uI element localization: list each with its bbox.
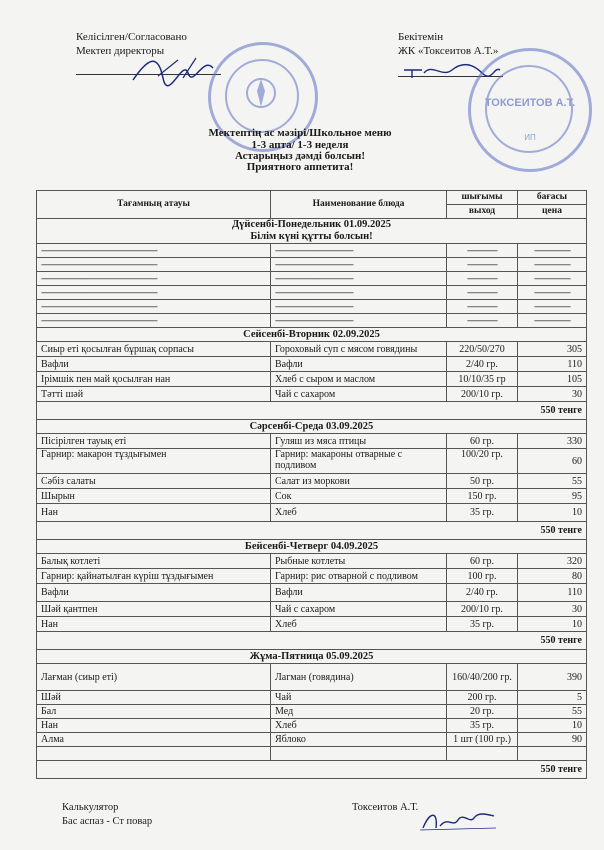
table-row: [37, 357, 587, 372]
day-title: Бейсенбі-Четверг 04.09.2025: [37, 540, 587, 554]
table-row: [37, 617, 587, 632]
table-row: [37, 474, 587, 489]
dish-out: 35 гр.: [447, 617, 518, 632]
dash-cell: ----------------------------------------------------------: [37, 244, 271, 258]
dish-out: 100 гр.: [447, 569, 518, 584]
dash-cell: ------------------: [518, 286, 587, 300]
table-row: [37, 664, 587, 691]
company-stamp: [468, 48, 592, 172]
col-header-out-ru: выход: [447, 205, 518, 219]
greeting-ru: Приятного аппетита!: [246, 161, 354, 173]
table-row: [37, 387, 587, 402]
dish-price: 320: [518, 554, 587, 569]
dish-price: 390: [518, 664, 587, 691]
week-label: 1-3 апта/ 1-3 неделя: [251, 139, 349, 151]
dish-out: 10/10/35 гр: [447, 372, 518, 387]
dish-out: 50 гр.: [447, 474, 518, 489]
col-header-out-kz: шығымы: [447, 191, 518, 205]
dish-ru: Сок: [271, 489, 447, 504]
dish-kz: Тәтті шәй: [37, 387, 271, 402]
dish-out: 20 гр.: [447, 705, 518, 719]
table-row: [37, 286, 587, 300]
footer-signature: [418, 806, 498, 836]
dish-kz: Алма: [37, 733, 271, 747]
dash-cell: ---------------------------------------: [271, 286, 447, 300]
dish-ru: Чай с сахаром: [271, 602, 447, 617]
dash-cell: ------------------: [518, 300, 587, 314]
dish-kz: Гарнир: қайнатылған күріш тұздығымен: [37, 569, 271, 584]
dash-cell: ----------------------------------------------------------: [37, 286, 271, 300]
dish-price: 330: [518, 434, 587, 449]
dash-cell: ---------------------------------------: [271, 314, 447, 328]
dish-ru: Хлеб: [271, 504, 447, 522]
dish-kz: Сиыр еті қосылған бұршақ сорпасы: [37, 342, 271, 357]
dish-price: 110: [518, 357, 587, 372]
dash-cell: ---------------: [447, 244, 518, 258]
table-header-row: [37, 191, 587, 205]
dish-ru: Яблоко: [271, 733, 447, 747]
total-row: [37, 522, 587, 540]
dish-out: 160/40/200 гр.: [447, 664, 518, 691]
table-row: [37, 489, 587, 504]
dish-ru: Хлеб: [271, 617, 447, 632]
dish-kz: Лағман (сиыр еті): [37, 664, 271, 691]
day-title: Сейсенбі-Вторник 02.09.2025: [37, 328, 587, 342]
table-row: [37, 342, 587, 357]
greeting-kz: Астарыңыз дәмді болсын!: [234, 150, 366, 162]
dish-kz: Нан: [37, 617, 271, 632]
dish-kz: Шырын: [37, 489, 271, 504]
dish-out: 200/10 гр.: [447, 602, 518, 617]
table-row: [37, 504, 587, 522]
dish-kz: Вафли: [37, 584, 271, 602]
col-header-price-ru: цена: [518, 205, 587, 219]
table-row: [37, 434, 587, 449]
dish-kz: Бал: [37, 705, 271, 719]
day-header-row: [37, 650, 587, 664]
dash-cell: ------------------: [518, 258, 587, 272]
table-row-empty: [37, 747, 587, 761]
dish-ru: Вафли: [271, 357, 447, 372]
dish-ru: Мед: [271, 705, 447, 719]
day-total: 550 тенге: [37, 632, 587, 650]
dish-kz: Гарнир: макарон тұздығымен: [37, 449, 271, 474]
dish-kz: Балық котлеті: [37, 554, 271, 569]
table-row: [37, 449, 587, 474]
dish-out: 100/20 гр.: [447, 449, 518, 474]
dash-cell: ------------------: [518, 272, 587, 286]
day-title: [37, 219, 587, 244]
dish-price: 90: [518, 733, 587, 747]
total-row: [37, 402, 587, 420]
dish-kz: Нан: [37, 719, 271, 733]
dash-cell: ---------------: [447, 286, 518, 300]
dish-kz: Сәбіз салаты: [37, 474, 271, 489]
dish-out: 200 гр.: [447, 691, 518, 705]
dish-price: 305: [518, 342, 587, 357]
day-title: Сәрсенбі-Среда 03.09.2025: [37, 420, 587, 434]
day-total: 550 тенге: [37, 522, 587, 540]
dish-ru: Гарнир: макароны отварные с подливом: [271, 449, 447, 474]
dash-cell: ----------------------------------------------------------: [37, 272, 271, 286]
approve-label: Бекітемін: [398, 31, 444, 43]
col-header-kz: Тағамның атауы: [37, 191, 271, 219]
director-signature: [128, 48, 218, 88]
day-header-row: [37, 219, 587, 244]
day-title-text: Дүйсенбі-Понедельник 01.09.2025: [231, 219, 392, 230]
dish-out: 150 гр.: [447, 489, 518, 504]
dish-price: 10: [518, 617, 587, 632]
dish-price: 10: [518, 719, 587, 733]
dish-price: 5: [518, 691, 587, 705]
total-row: [37, 632, 587, 650]
table-row: [37, 258, 587, 272]
table-row: [37, 569, 587, 584]
dash-cell: ---------------------------------------: [271, 258, 447, 272]
dish-price: 10: [518, 504, 587, 522]
dish-ru: Чай: [271, 691, 447, 705]
menu-table: [36, 190, 587, 779]
dish-out: 2/40 гр.: [447, 584, 518, 602]
table-row: [37, 272, 587, 286]
approval-label: Келісілген/Согласовано: [76, 31, 187, 43]
dash-cell: ---------------------------------------: [271, 300, 447, 314]
dish-kz: Пісірілген тауық еті: [37, 434, 271, 449]
table-row: [37, 719, 587, 733]
day-title: Жұма-Пятница 05.09.2025: [37, 650, 587, 664]
dash-cell: ---------------: [447, 258, 518, 272]
dash-cell: ---------------------------------------: [271, 244, 447, 258]
empty-cell: [37, 747, 271, 761]
day-subtitle-text: Білім күні құтты болсын!: [250, 231, 373, 242]
dish-kz: Шәй: [37, 691, 271, 705]
dish-ru: Лагман (говядина): [271, 664, 447, 691]
dish-price: 60: [518, 449, 587, 474]
dish-ru: Салат из моркови: [271, 474, 447, 489]
dish-out: 60 гр.: [447, 554, 518, 569]
dash-cell: ----------------------------------------------------------: [37, 300, 271, 314]
dish-out: 35 гр.: [447, 719, 518, 733]
dish-price: 110: [518, 584, 587, 602]
dash-cell: ---------------------------------------: [271, 272, 447, 286]
stamp-small: ИП: [524, 133, 536, 142]
table-row: [37, 314, 587, 328]
dish-ru: Вафли: [271, 584, 447, 602]
dish-out: 60 гр.: [447, 434, 518, 449]
dish-price: 80: [518, 569, 587, 584]
table-row: [37, 602, 587, 617]
table-row: [37, 372, 587, 387]
dish-out: 35 гр.: [447, 504, 518, 522]
dish-kz: Вафли: [37, 357, 271, 372]
approve-block: [398, 30, 498, 58]
signer-name: Токсеитов А.Т.: [352, 802, 419, 813]
dish-ru: Гарнир: рис отварной с подливом: [271, 569, 447, 584]
dish-kz: Нан: [37, 504, 271, 522]
dish-ru: Хлеб с сыром и маслом: [271, 372, 447, 387]
approval-position: Мектеп директоры: [76, 45, 165, 57]
table-row: [37, 733, 587, 747]
table-row: [37, 584, 587, 602]
dish-price: 55: [518, 474, 587, 489]
dash-cell: ----------------------------------------------------------: [37, 314, 271, 328]
day-header-row: [37, 420, 587, 434]
table-row: [37, 554, 587, 569]
day-header-row: [37, 328, 587, 342]
approve-company: ЖК «Токсеитов А.Т.»: [398, 45, 499, 57]
day-header-row: [37, 540, 587, 554]
dish-ru: Гороховый суп с мясом говядины: [271, 342, 447, 357]
calc-block: [62, 801, 152, 829]
empty-cell: [271, 747, 447, 761]
dish-price: 30: [518, 387, 587, 402]
table-row: [37, 300, 587, 314]
dish-price: 105: [518, 372, 587, 387]
emblem-icon: [241, 73, 281, 113]
chef-label: Бас аспаз - Ст повар: [62, 816, 153, 827]
table-row: [37, 705, 587, 719]
empty-cell: [518, 747, 587, 761]
dish-price: 95: [518, 489, 587, 504]
table-row: [37, 691, 587, 705]
dash-cell: ----------------------------------------------------------: [37, 258, 271, 272]
dish-ru: Гуляш из мяса птицы: [271, 434, 447, 449]
dish-out: 2/40 гр.: [447, 357, 518, 372]
dish-ru: Рыбные котлеты: [271, 554, 447, 569]
dish-price: 30: [518, 602, 587, 617]
dash-cell: ---------------: [447, 300, 518, 314]
dish-kz: Шәй қантпен: [37, 602, 271, 617]
dish-kz: Ірімшік пен май қосылған нан: [37, 372, 271, 387]
dish-out: 200/10 гр.: [447, 387, 518, 402]
dish-ru: Хлеб: [271, 719, 447, 733]
table-row: [37, 244, 587, 258]
day-total: 550 тенге: [37, 761, 587, 779]
dash-cell: ------------------: [518, 244, 587, 258]
dash-cell: ------------------: [518, 314, 587, 328]
col-header-ru: Наименование блюда: [271, 191, 447, 219]
day-total: 550 тенге: [37, 402, 587, 420]
dash-cell: ---------------: [447, 272, 518, 286]
empty-cell: [447, 747, 518, 761]
dish-price: 55: [518, 705, 587, 719]
calc-label: Калькулятор: [62, 802, 119, 813]
stamp-name: ТОКСЕИТОВ А.Т.: [484, 97, 576, 109]
dish-out: 220/50/270: [447, 342, 518, 357]
dash-cell: ---------------: [447, 314, 518, 328]
total-row: [37, 761, 587, 779]
dish-out: 1 шт (100 гр.): [447, 733, 518, 747]
dish-ru: Чай с сахаром: [271, 387, 447, 402]
menu-title: Мектептің ас мәзірі/Школьное меню: [208, 127, 392, 139]
col-header-price-kz: бағасы: [518, 191, 587, 205]
